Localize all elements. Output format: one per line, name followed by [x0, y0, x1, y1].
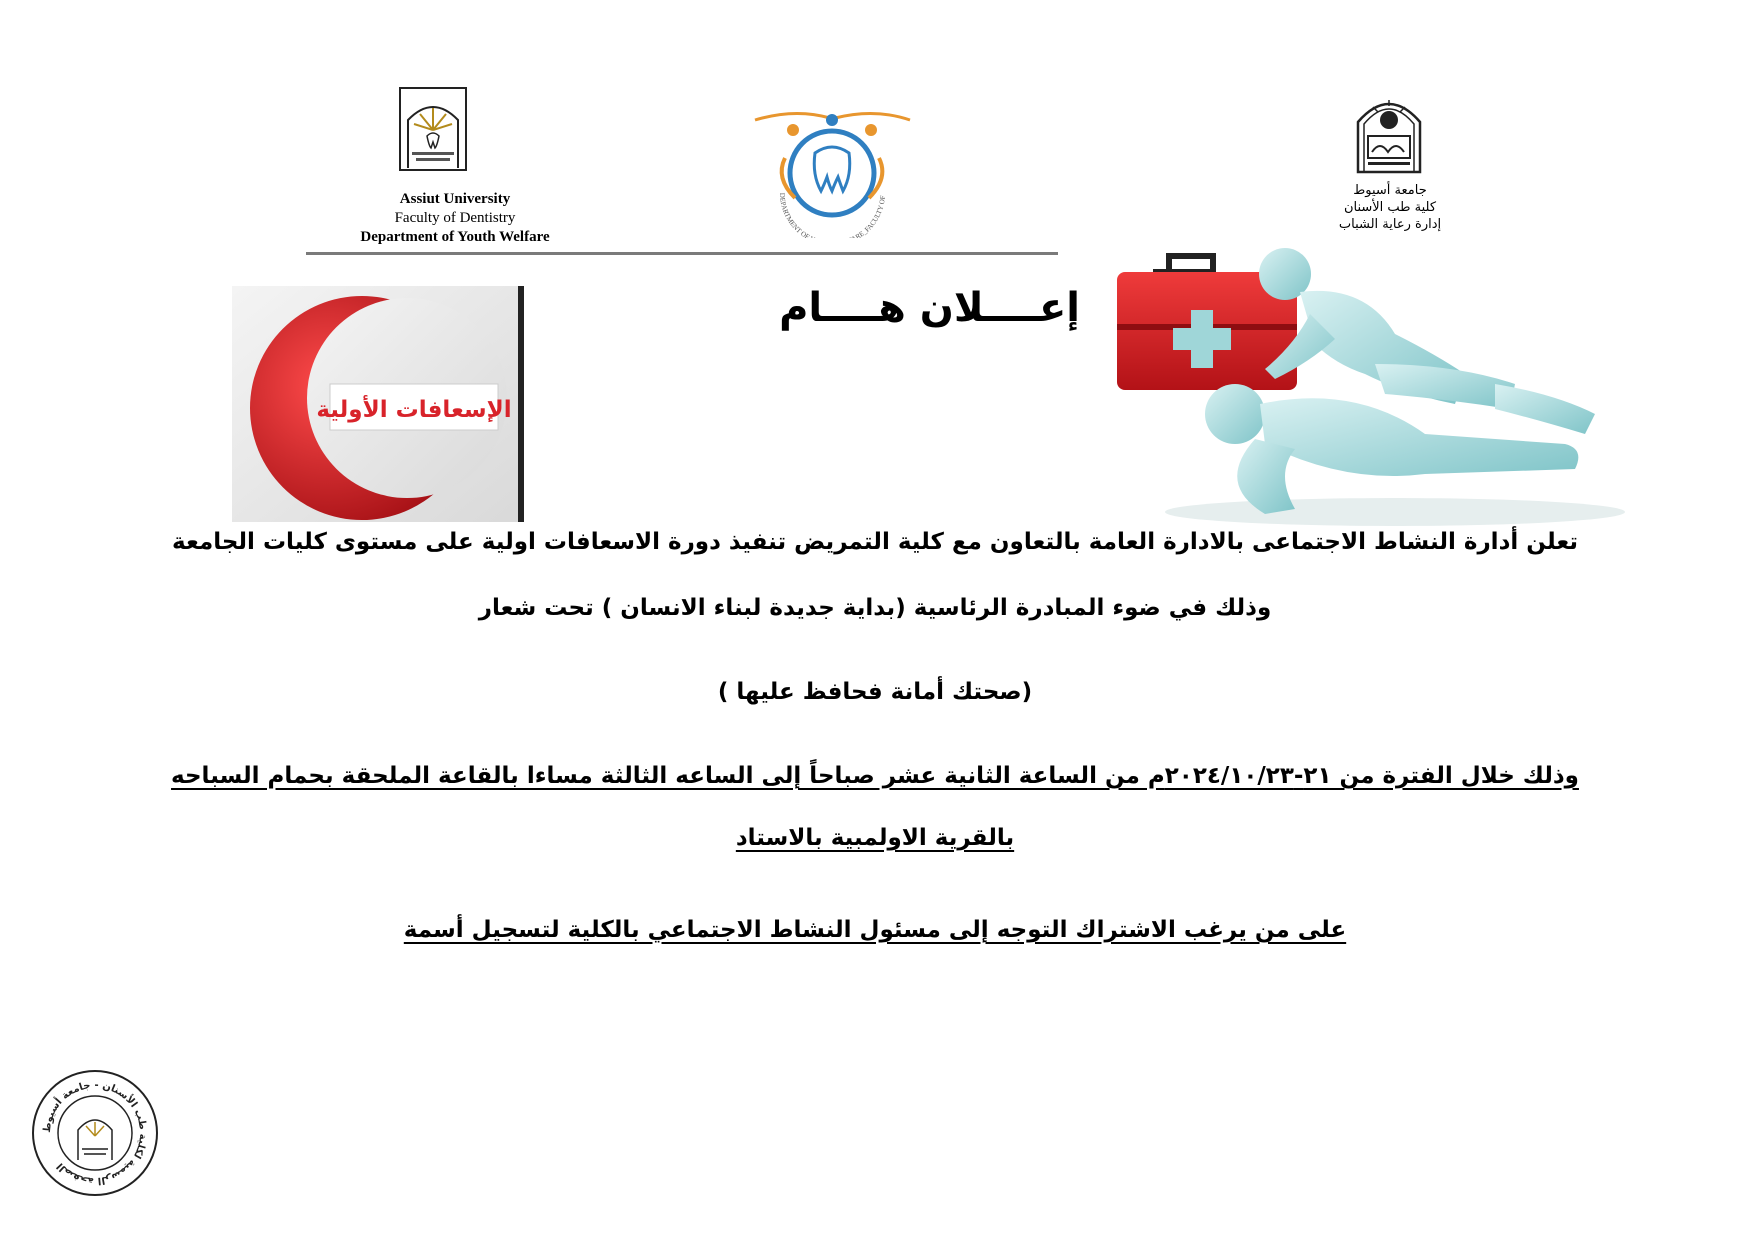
announcement-title: إعــــلان هــــام	[779, 285, 1080, 331]
department-name-ar: إدارة رعاية الشباب	[1338, 217, 1442, 232]
official-seal	[30, 1068, 160, 1198]
first-aid-crescent-image	[232, 286, 524, 522]
seal-text: الصفحة الرسمية لكلية طب الأسنان - جامعة أسيوط	[41, 1079, 149, 1187]
arabic-header	[1290, 182, 1490, 233]
cpr-illustration	[1095, 244, 1635, 529]
body-line-1: تعلن أدارة النشاط الاجتماعى بالادارة العامة بالتعاون مع كلية التمريض تنفيذ دورة الاسعافات اولية على مستوى كليات الجامعة	[172, 529, 1578, 555]
body-line-2: وذلك في ضوء المبادرة الرئاسية (بداية جديدة لبناء الانسان ) تحت شعار	[478, 595, 1272, 621]
slogan-line: (صحتك أمانة فحافظ عليها )	[717, 679, 1033, 705]
header-divider	[306, 252, 1058, 255]
university-logo	[1354, 86, 1424, 174]
faculty-name-en: Faculty of Dentistry	[394, 210, 516, 226]
faculty-name-ar: كلية طب الأسنان	[1343, 200, 1437, 215]
university-name-ar: جامعة أسيوط	[1353, 183, 1427, 198]
department-name-en: Department of Youth Welfare	[360, 229, 550, 245]
registration-line: على من يرغب الاشتراك التوجه إلى مسئول النشاط الاجتماعي بالكلية لتسجيل أسمة	[403, 917, 1347, 943]
location-line: بالقرية الاولمبية بالاستاد	[735, 825, 1015, 851]
english-header	[330, 190, 580, 247]
faculty-logo	[398, 86, 468, 172]
crescent-label: الإسعافات الأولية	[316, 397, 512, 423]
youth-welfare-logo	[735, 98, 930, 238]
schedule-line: وذلك خلال الفترة من ٢١-٢٠٢٤/١٠/٢٣م من الساعة الثانية عشر صباحاً إلى الساعه الثالثة مساءا بالقاعة الملحقة بحمام السباحه	[171, 763, 1579, 789]
youth-welfare-logo-text: DEPARTMENT OF RE_FACULTY OF	[777, 192, 887, 238]
university-name-en: Assiut University	[399, 191, 511, 207]
